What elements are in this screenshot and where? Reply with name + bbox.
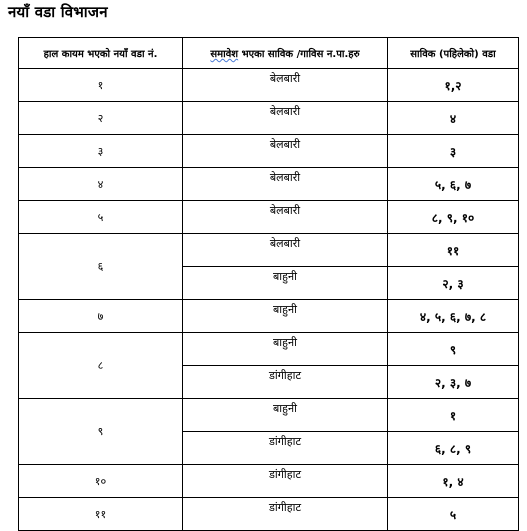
new-ward-cell: ५ — [19, 201, 183, 234]
vdc-cell: बाहुनी — [183, 399, 388, 432]
old-ward-cell: ६, ८, ९ — [388, 432, 519, 465]
vdc-cell: बेलबारी — [183, 234, 388, 267]
vdc-cell: डांगीहाट — [183, 366, 388, 399]
header-vdc — [183, 38, 388, 69]
vdc-cell: बाहुनी — [183, 267, 388, 300]
vdc-cell: बेलबारी — [183, 135, 388, 168]
table-row — [19, 399, 519, 432]
vdc-cell: बाहुनी — [183, 300, 388, 333]
table-row — [19, 333, 519, 366]
table-header-row — [19, 38, 519, 69]
vdc-cell: बाहुनी — [183, 333, 388, 366]
table-row — [19, 234, 519, 267]
old-ward-cell: ११ — [388, 234, 519, 267]
old-ward-cell: ५, ६, ७ — [388, 168, 519, 201]
page-title: नयाँ वडा विभाजन — [8, 3, 108, 21]
vdc-cell: बेलबारी — [183, 69, 388, 102]
header-vdc-rest: भएका साविक /गाविस न.पा.हरु — [238, 49, 360, 60]
table-row — [19, 465, 519, 498]
old-ward-cell: ४ — [388, 102, 519, 135]
header-new-ward: हाल कायम भएको नयाँ वडा नं. — [19, 38, 183, 69]
old-ward-cell: ३ — [388, 135, 519, 168]
table-row — [19, 201, 519, 234]
new-ward-cell: ६ — [19, 234, 183, 300]
table-row — [19, 300, 519, 333]
header-old-ward: साविक (पहिलेको) वडा — [388, 38, 519, 69]
new-ward-cell: ९ — [19, 399, 183, 465]
vdc-cell: बेलबारी — [183, 201, 388, 234]
vdc-cell: डांगीहाट — [183, 465, 388, 498]
vdc-cell: बेलबारी — [183, 168, 388, 201]
new-ward-cell: २ — [19, 102, 183, 135]
vdc-cell: डांगीहाट — [183, 432, 388, 465]
new-ward-cell: ३ — [19, 135, 183, 168]
old-ward-cell: १,२ — [388, 69, 519, 102]
old-ward-cell: २, ३, ७ — [388, 366, 519, 399]
old-ward-cell: २, ३ — [388, 267, 519, 300]
new-ward-cell: १ — [19, 69, 183, 102]
new-ward-cell: ४ — [19, 168, 183, 201]
table-row — [19, 69, 519, 102]
new-ward-cell: ८ — [19, 333, 183, 399]
old-ward-cell: ८, ९, १० — [388, 201, 519, 234]
new-ward-cell: ७ — [19, 300, 183, 333]
old-ward-cell: १ — [388, 399, 519, 432]
old-ward-cell: ५ — [388, 498, 519, 531]
table-row — [19, 168, 519, 201]
old-ward-cell: ९ — [388, 333, 519, 366]
ward-division-table — [18, 37, 519, 531]
vdc-cell: बेलबारी — [183, 102, 388, 135]
old-ward-cell: ४, ५, ६, ७, ८ — [388, 300, 519, 333]
table-row — [19, 102, 519, 135]
new-ward-cell: ११ — [19, 498, 183, 531]
header-vdc-spellcheck-word: समावेश — [210, 49, 239, 60]
table-row — [19, 135, 519, 168]
old-ward-cell: १, ४ — [388, 465, 519, 498]
new-ward-cell: १० — [19, 465, 183, 498]
vdc-cell: डांगीहाट — [183, 498, 388, 531]
